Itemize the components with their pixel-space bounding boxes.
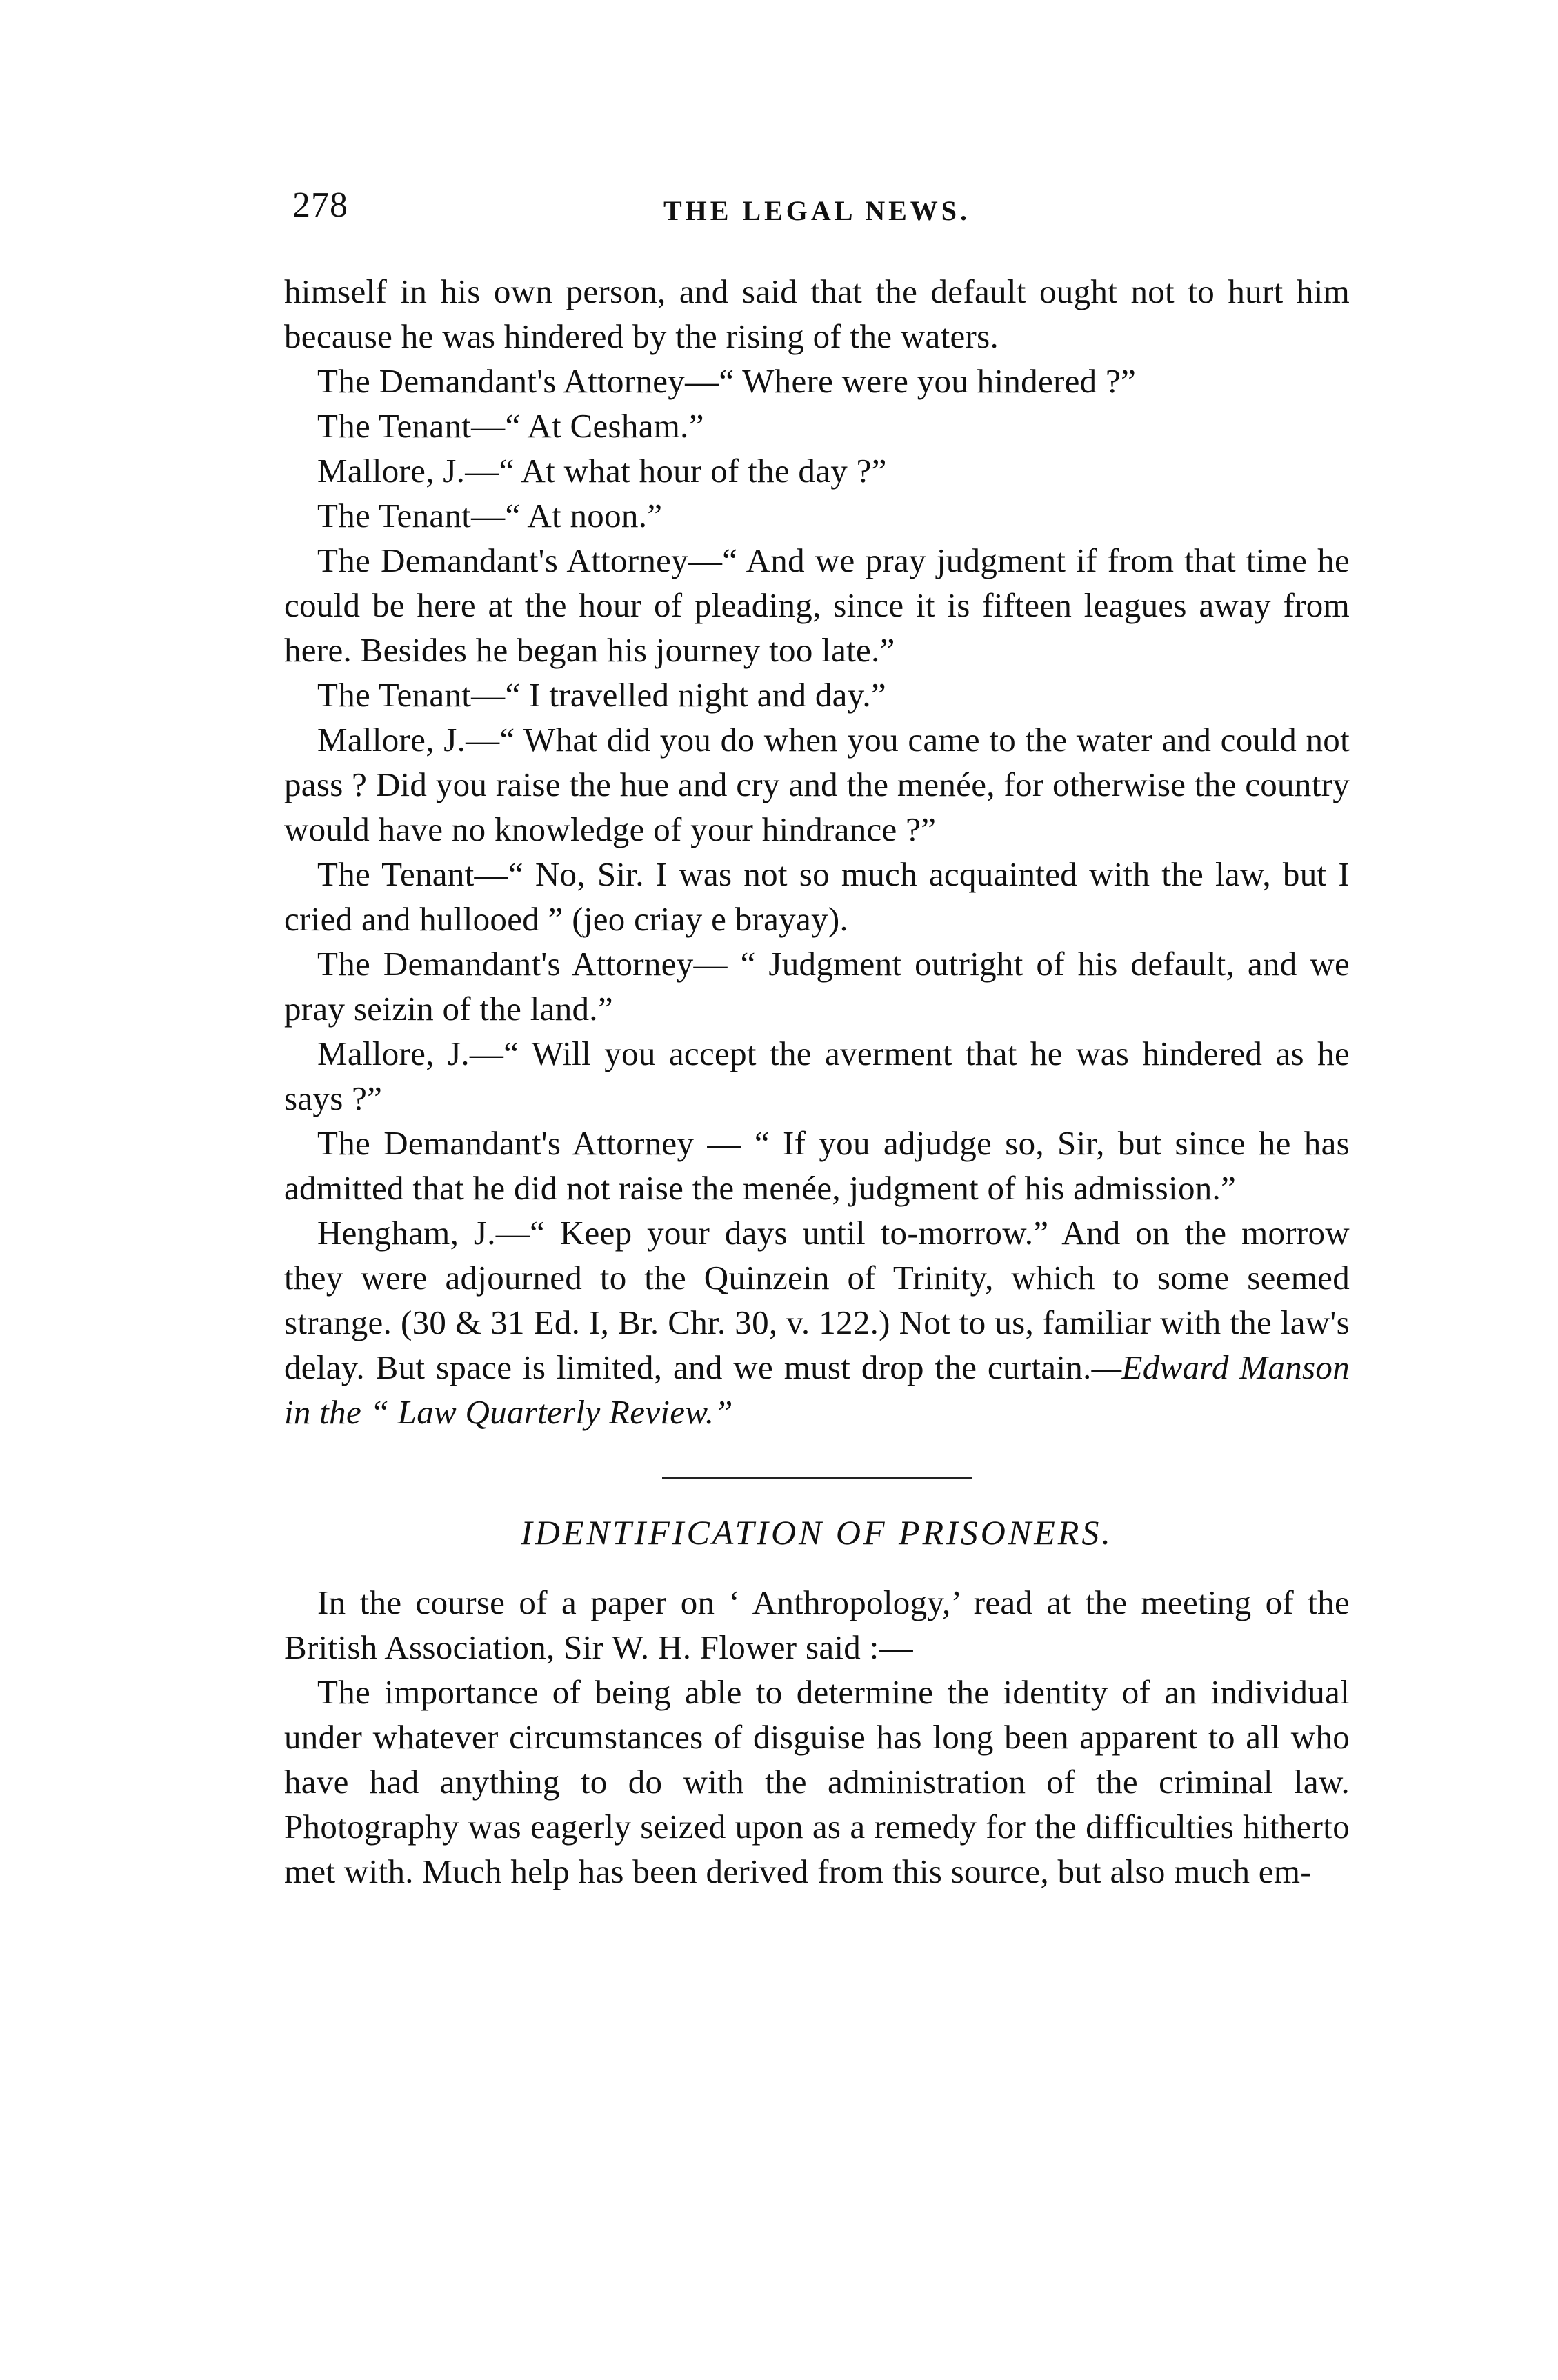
paragraph: Mallore, J.—“ Will you accept the averment that he was hindered as he says ?” (284, 1034, 1350, 1117)
section-heading: IDENTIFICATION OF PRISONERS. (521, 1513, 1113, 1552)
paragraph: The Tenant—“ No, Sir. I was not so much acquainted with the law, but I cried and hullooed ” (jeo criay e brayay). (284, 855, 1350, 938)
page-number: 278 (292, 186, 348, 225)
running-title: THE LEGAL NEWS. (663, 195, 971, 226)
paragraph: himself in his own person, and said that the default ought not to hurt him because he was hindered by the rising of the waters. (284, 272, 1350, 355)
paragraph: The importance of being able to determine the identity of an individual under whatever circumstances of disguise has long been apparent to all who have had anything to do with the administration of the criminal law. Photography was eagerly seized upon as a remedy for the difficulties hitherto met with. Much help has been derived from this source, but also much em- (284, 1673, 1350, 1890)
paragraph: The Tenant—“ I travelled night and day.” (317, 676, 886, 714)
paragraph: The Tenant—“ At noon.” (317, 497, 663, 534)
paragraph: The Demandant's Attorney — “ If you adjudge so, Sir, but since he has admitted that he did not raise the menée, judgment of his admission.” (284, 1124, 1350, 1207)
paragraph: The Demandant's Attorney—“ And we pray judgment if from that time he could be here at the hour of pleading, since it is fifteen leagues away from here. Besides he began his journey too late.” (284, 541, 1350, 669)
paragraph: The Tenant—“ At Cesham.” (317, 407, 704, 445)
closing-paragraph-text: Hengham, J.—“ Keep your days until to-morrow.” And on the morrow they were adjourned to the Quinzein of Trinity, which to some seemed strange. (30 & 31 Ed. I, Br. Chr. 30, v. 122.) Not to us, familiar with the law's delay. But space is limited, and we must drop the curtain. (284, 1214, 1350, 1386)
article-identification-of-prisoners (284, 1580, 1350, 1894)
paragraph: Mallore, J.—“ At what hour of the day ?” (317, 452, 887, 490)
paragraph: The Demandant's Attorney— “ Judgment outright of his default, and we pray seizin of the land.” (284, 945, 1350, 1028)
article-legal-dialogue (284, 269, 1350, 1434)
paragraph: The Demandant's Attorney—“ Where were you hindered ?” (317, 362, 1137, 400)
page-header (284, 185, 1350, 240)
paragraph: In the course of a paper on ‘ Anthropology,’ read at the meeting of the British Association, Sir W. H. Flower said :— (284, 1583, 1350, 1666)
source-attribution: —Edward Manson in the “ Law Quarterly Review.” (284, 1348, 1350, 1431)
page (284, 185, 1350, 1894)
section-divider (662, 1477, 972, 1479)
closing-paragraph (284, 1210, 1350, 1434)
paragraph: Mallore, J.—“ What did you do when you came to the water and could not pass ? Did you raise the hue and cry and the menée, for otherwise the country would have no knowledge of your hindrance ?” (284, 721, 1350, 848)
